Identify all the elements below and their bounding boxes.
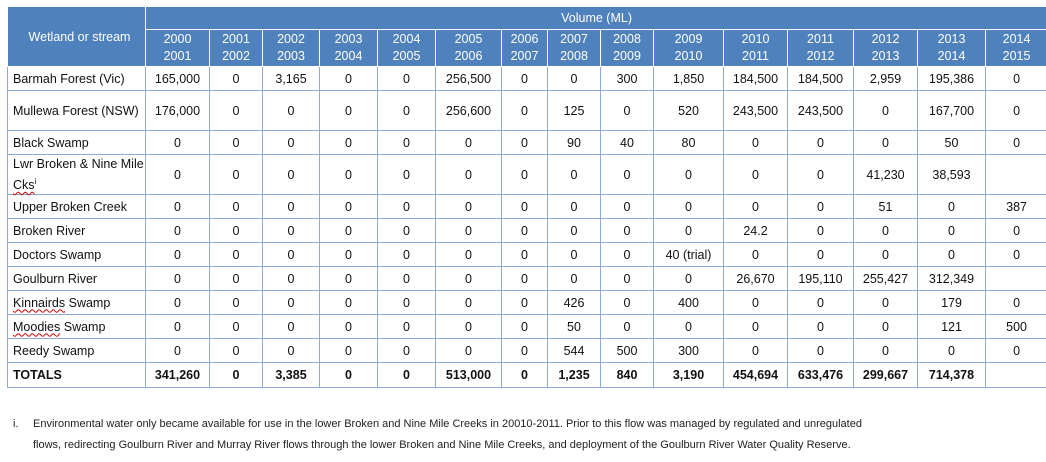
value-cell: 0 xyxy=(788,243,854,267)
value-cell: 80 xyxy=(654,131,724,155)
year-header-cell xyxy=(918,30,986,67)
value-cell: 300 xyxy=(601,67,654,91)
value-cell: 0 xyxy=(601,267,654,291)
value-cell: 26,670 xyxy=(724,267,788,291)
value-cell: 544 xyxy=(548,339,601,363)
value-cell: 0 xyxy=(854,243,918,267)
value-cell: 0 xyxy=(502,315,548,339)
value-cell: 0 xyxy=(320,219,378,243)
value-cell: 0 xyxy=(502,195,548,219)
value-cell: 0 xyxy=(502,291,548,315)
year-start: 2002 xyxy=(277,32,305,46)
value-cell: 0 xyxy=(263,195,320,219)
value-cell: 41,230 xyxy=(854,155,918,195)
year-end: 2008 xyxy=(560,49,588,63)
value-cell: 500 xyxy=(601,339,654,363)
footnote-text-line1: Environmental water only became available for use in the lower Broken and Nine Mile Creeks in 20010-2011. Prior to this flow was managed by regulated and unregulated xyxy=(33,418,862,430)
value-cell: 0 xyxy=(986,219,1046,243)
value-cell: 0 xyxy=(210,291,263,315)
value-cell: 0 xyxy=(548,155,601,195)
value-cell: 0 xyxy=(263,267,320,291)
value-cell: 0 xyxy=(378,243,436,267)
value-cell: 0 xyxy=(210,339,263,363)
value-cell: 0 xyxy=(210,363,263,388)
value-cell: 0 xyxy=(210,155,263,195)
year-end: 2013 xyxy=(871,49,900,63)
year-start: 2001 xyxy=(222,32,250,46)
value-cell: 0 xyxy=(548,67,601,91)
value-cell: 500 xyxy=(986,315,1046,339)
value-cell: 255,427 xyxy=(854,267,918,291)
value-cell: 0 xyxy=(436,131,502,155)
value-cell: 0 xyxy=(210,131,263,155)
value-cell: 0 xyxy=(436,155,502,195)
value-cell: 0 xyxy=(854,339,918,363)
value-cell: 0 xyxy=(601,291,654,315)
value-cell: 0 xyxy=(378,131,436,155)
row-label: Doctors Swamp xyxy=(8,243,146,267)
table-row xyxy=(8,339,1046,363)
value-cell: 50 xyxy=(548,315,601,339)
value-cell: 0 xyxy=(263,315,320,339)
value-cell: 0 xyxy=(502,267,548,291)
value-cell: 121 xyxy=(918,315,986,339)
value-cell: 0 xyxy=(601,315,654,339)
value-cell: 0 xyxy=(263,291,320,315)
footnote-text-line2: flows, redirecting Goulburn River and Murray River flows through the lower Broken and Nine Mile Creeks, and deployment of the Goulburn River Water Quality Reserve. xyxy=(33,439,851,451)
value-cell: 176,000 xyxy=(146,91,210,131)
value-cell: 0 xyxy=(378,195,436,219)
value-cell: 0 xyxy=(788,195,854,219)
table-row xyxy=(8,91,1046,131)
value-cell: 51 xyxy=(854,195,918,219)
value-cell: 0 xyxy=(788,291,854,315)
table-row xyxy=(8,219,1046,243)
year-end: 2003 xyxy=(277,49,305,63)
value-cell: 0 xyxy=(210,315,263,339)
value-cell: 0 xyxy=(378,315,436,339)
year-header-cell xyxy=(210,30,263,67)
value-cell: 0 xyxy=(502,67,548,91)
row-label: Broken River xyxy=(8,219,146,243)
value-cell: 0 xyxy=(436,291,502,315)
row-label: Black Swamp xyxy=(8,131,146,155)
row-label: Moodies Swamp xyxy=(8,315,146,339)
value-cell: 0 xyxy=(320,131,378,155)
value-cell: 0 xyxy=(146,339,210,363)
value-cell: 195,110 xyxy=(788,267,854,291)
value-cell: 0 xyxy=(320,91,378,131)
row-label: Goulburn River xyxy=(8,267,146,291)
year-end: 2010 xyxy=(674,49,703,63)
value-cell: 0 xyxy=(654,155,724,195)
year-header-cell xyxy=(788,30,854,67)
value-cell: 0 xyxy=(378,91,436,131)
value-cell: 2,959 xyxy=(854,67,918,91)
year-header-cell xyxy=(724,30,788,67)
value-cell: 3,165 xyxy=(263,67,320,91)
value-cell: 0 xyxy=(263,131,320,155)
value-cell: 0 xyxy=(263,219,320,243)
value-cell: 40 (trial) xyxy=(654,243,724,267)
value-cell: 0 xyxy=(601,219,654,243)
value-cell: 0 xyxy=(378,267,436,291)
table-container xyxy=(7,6,1039,388)
table-header xyxy=(8,7,1046,67)
value-cell: 0 xyxy=(146,131,210,155)
value-cell: 0 xyxy=(502,155,548,195)
value-cell: 0 xyxy=(436,219,502,243)
year-header-cell xyxy=(854,30,918,67)
value-cell: 0 xyxy=(854,219,918,243)
value-cell: 0 xyxy=(502,339,548,363)
value-cell: 300 xyxy=(654,339,724,363)
value-cell: 714,378 xyxy=(918,363,986,388)
value-cell: 0 xyxy=(918,219,986,243)
year-header-cell xyxy=(378,30,436,67)
value-cell: 24.2 xyxy=(724,219,788,243)
value-cell: 0 xyxy=(854,291,918,315)
footnote-marker: i. xyxy=(13,418,19,430)
value-cell: 38,593 xyxy=(918,155,986,195)
year-end: 2002 xyxy=(222,49,250,63)
value-cell: 0 xyxy=(724,339,788,363)
table-row xyxy=(8,155,1046,195)
value-cell: 0 xyxy=(378,219,436,243)
value-cell: 0 xyxy=(502,91,548,131)
value-cell: 0 xyxy=(502,131,548,155)
year-start: 2004 xyxy=(392,32,421,46)
value-cell: 243,500 xyxy=(724,91,788,131)
value-cell: 0 xyxy=(788,339,854,363)
year-header-cell xyxy=(601,30,654,67)
footnote xyxy=(13,414,1033,456)
value-cell: 0 xyxy=(146,155,210,195)
value-cell: 184,500 xyxy=(724,67,788,91)
value-cell: 0 xyxy=(146,195,210,219)
value-cell: 0 xyxy=(986,91,1046,131)
value-cell: 0 xyxy=(854,131,918,155)
value-cell: 0 xyxy=(146,267,210,291)
value-cell: 454,694 xyxy=(724,363,788,388)
value-cell: 0 xyxy=(724,155,788,195)
value-cell: 40 xyxy=(601,131,654,155)
year-end: 2001 xyxy=(163,49,192,63)
value-cell: 179 xyxy=(918,291,986,315)
value-cell: 0 xyxy=(436,243,502,267)
value-cell: 3,385 xyxy=(263,363,320,388)
year-end: 2015 xyxy=(1002,49,1031,63)
row-label: Upper Broken Creek xyxy=(8,195,146,219)
value-cell: 0 xyxy=(918,339,986,363)
value-cell: 0 xyxy=(986,243,1046,267)
table-row xyxy=(8,315,1046,339)
value-cell: 0 xyxy=(210,243,263,267)
value-cell: 0 xyxy=(788,315,854,339)
value-cell: 0 xyxy=(854,315,918,339)
value-cell: 0 xyxy=(436,195,502,219)
year-header-cell xyxy=(654,30,724,67)
year-start: 2007 xyxy=(560,32,588,46)
value-cell: 0 xyxy=(263,243,320,267)
value-cell: 0 xyxy=(918,243,986,267)
year-start: 2009 xyxy=(674,32,703,46)
value-cell: 341,260 xyxy=(146,363,210,388)
row-label: TOTALS xyxy=(8,363,146,388)
volume-table xyxy=(7,6,1046,388)
value-cell: 0 xyxy=(548,219,601,243)
row-label: Reedy Swamp xyxy=(8,339,146,363)
year-header-cell xyxy=(548,30,601,67)
year-header-cell xyxy=(263,30,320,67)
value-cell: 0 xyxy=(788,219,854,243)
value-cell: 0 xyxy=(654,315,724,339)
value-cell: 0 xyxy=(601,195,654,219)
value-cell: 0 xyxy=(654,267,724,291)
value-cell xyxy=(986,267,1046,291)
value-cell: 0 xyxy=(320,291,378,315)
value-cell: 0 xyxy=(320,363,378,388)
value-cell: 400 xyxy=(654,291,724,315)
value-cell: 299,667 xyxy=(854,363,918,388)
value-cell: 50 xyxy=(918,131,986,155)
value-cell: 0 xyxy=(210,219,263,243)
value-cell: 0 xyxy=(724,243,788,267)
value-cell: 312,349 xyxy=(918,267,986,291)
value-cell: 0 xyxy=(601,91,654,131)
value-cell: 0 xyxy=(210,195,263,219)
value-cell: 0 xyxy=(502,243,548,267)
value-cell: 0 xyxy=(788,131,854,155)
year-start: 2003 xyxy=(334,32,363,46)
value-cell: 0 xyxy=(601,155,654,195)
table-row xyxy=(8,67,1046,91)
year-start: 2011 xyxy=(807,32,834,46)
row-label: Mullewa Forest (NSW) xyxy=(8,91,146,131)
value-cell xyxy=(986,363,1046,388)
value-cell: 167,700 xyxy=(918,91,986,131)
row-label: Kinnairds Swamp xyxy=(8,291,146,315)
value-cell: 0 xyxy=(263,339,320,363)
value-cell: 0 xyxy=(986,131,1046,155)
value-cell: 0 xyxy=(320,339,378,363)
value-cell: 125 xyxy=(548,91,601,131)
year-header-cell xyxy=(146,30,210,67)
year-end: 2006 xyxy=(454,49,483,63)
year-start: 2008 xyxy=(613,32,641,46)
value-cell: 0 xyxy=(986,67,1046,91)
value-cell: 0 xyxy=(210,67,263,91)
value-cell: 0 xyxy=(320,267,378,291)
value-cell: 633,476 xyxy=(788,363,854,388)
value-cell: 0 xyxy=(724,291,788,315)
value-cell: 426 xyxy=(548,291,601,315)
table-row xyxy=(8,195,1046,219)
volume-column-header: Volume (ML) xyxy=(146,7,1046,30)
value-cell: 1,235 xyxy=(548,363,601,388)
year-header-cell xyxy=(502,30,548,67)
value-cell: 0 xyxy=(502,219,548,243)
value-cell: 0 xyxy=(436,339,502,363)
year-header-cell xyxy=(320,30,378,67)
totals-row xyxy=(8,363,1046,388)
value-cell: 0 xyxy=(378,339,436,363)
value-cell: 387 xyxy=(986,195,1046,219)
year-start: 2000 xyxy=(163,32,192,46)
value-cell: 0 xyxy=(210,91,263,131)
value-cell: 0 xyxy=(986,339,1046,363)
value-cell: 0 xyxy=(263,91,320,131)
value-cell: 0 xyxy=(918,195,986,219)
value-cell: 0 xyxy=(654,219,724,243)
year-end: 2011 xyxy=(742,49,769,63)
value-cell: 0 xyxy=(548,267,601,291)
value-cell: 0 xyxy=(654,195,724,219)
year-end: 2007 xyxy=(510,49,539,63)
table-row xyxy=(8,131,1046,155)
value-cell: 0 xyxy=(320,195,378,219)
table-row xyxy=(8,243,1046,267)
value-cell: 0 xyxy=(210,267,263,291)
value-cell: 0 xyxy=(378,155,436,195)
value-cell: 0 xyxy=(378,67,436,91)
table-body xyxy=(8,67,1046,388)
value-cell: 0 xyxy=(724,315,788,339)
value-cell: 0 xyxy=(788,155,854,195)
year-start: 2005 xyxy=(454,32,483,46)
row-label: Lwr Broken & Nine Mile Cks$^i$ xyxy=(8,155,146,195)
value-cell: 0 xyxy=(548,243,601,267)
year-end: 2004 xyxy=(334,49,363,63)
year-end: 2009 xyxy=(613,49,641,63)
value-cell: 0 xyxy=(502,363,548,388)
year-start: 2013 xyxy=(937,32,966,46)
value-cell: 0 xyxy=(263,155,320,195)
value-cell: 0 xyxy=(436,315,502,339)
year-start: 2014 xyxy=(1002,32,1031,46)
value-cell: 0 xyxy=(601,243,654,267)
value-cell: 1,850 xyxy=(654,67,724,91)
value-cell: 3,190 xyxy=(654,363,724,388)
value-cell: 840 xyxy=(601,363,654,388)
year-start: 2012 xyxy=(871,32,900,46)
year-start: 2010 xyxy=(741,32,770,46)
year-start: 2006 xyxy=(510,32,539,46)
value-cell: 0 xyxy=(378,291,436,315)
value-cell: 195,386 xyxy=(918,67,986,91)
value-cell: 0 xyxy=(854,91,918,131)
year-end: 2014 xyxy=(937,49,966,63)
table-row xyxy=(8,267,1046,291)
value-cell: 0 xyxy=(986,291,1046,315)
row-label: Barmah Forest (Vic) xyxy=(8,67,146,91)
year-end: 2012 xyxy=(806,49,835,63)
value-cell: 0 xyxy=(146,315,210,339)
value-cell: 90 xyxy=(548,131,601,155)
year-end: 2005 xyxy=(392,49,421,63)
year-header-row xyxy=(8,30,1046,67)
table-row xyxy=(8,291,1046,315)
value-cell: 0 xyxy=(378,363,436,388)
value-cell: 0 xyxy=(146,291,210,315)
value-cell: 0 xyxy=(436,267,502,291)
value-cell: 520 xyxy=(654,91,724,131)
value-cell: 243,500 xyxy=(788,91,854,131)
value-cell: 0 xyxy=(320,155,378,195)
stream-column-header: Wetland or stream xyxy=(8,7,146,67)
value-cell: 0 xyxy=(320,67,378,91)
value-cell: 0 xyxy=(724,131,788,155)
year-header-cell xyxy=(986,30,1046,67)
value-cell xyxy=(986,155,1046,195)
value-cell: 165,000 xyxy=(146,67,210,91)
value-cell: 0 xyxy=(320,243,378,267)
year-header-cell xyxy=(436,30,502,67)
value-cell: 256,500 xyxy=(436,67,502,91)
value-cell: 0 xyxy=(146,243,210,267)
value-cell: 0 xyxy=(548,195,601,219)
value-cell: 513,000 xyxy=(436,363,502,388)
value-cell: 184,500 xyxy=(788,67,854,91)
value-cell: 0 xyxy=(146,219,210,243)
value-cell: 0 xyxy=(320,315,378,339)
value-cell: 0 xyxy=(724,195,788,219)
value-cell: 256,600 xyxy=(436,91,502,131)
